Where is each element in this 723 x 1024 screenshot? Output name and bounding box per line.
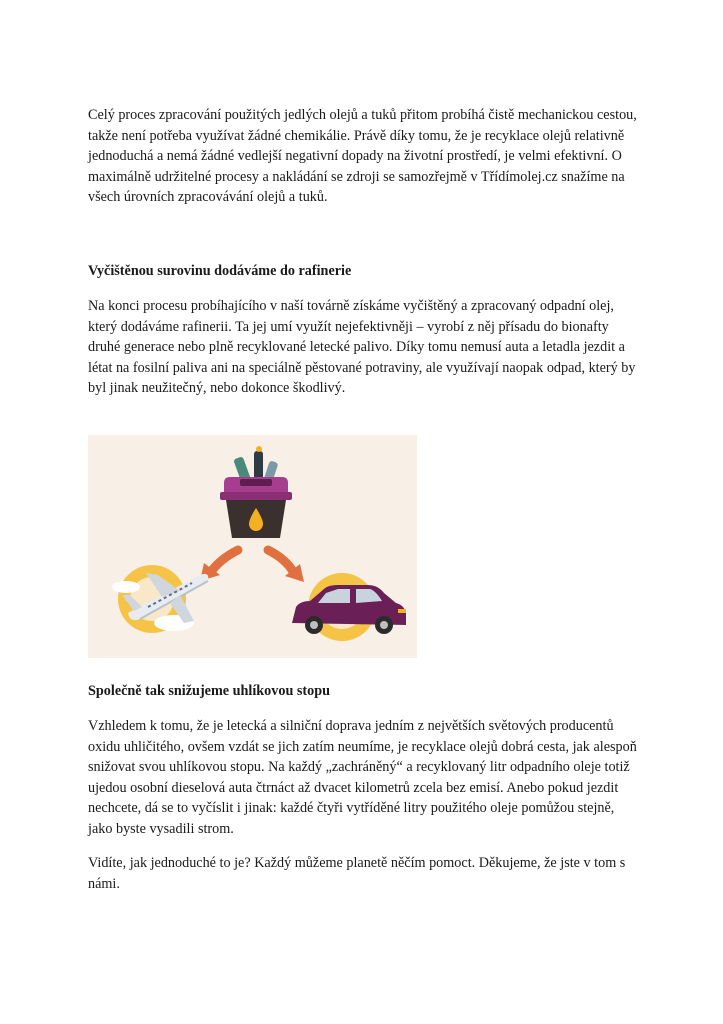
section-heading-refinery: Vyčištěnou surovinu dodáváme do rafinerie bbox=[88, 263, 352, 279]
section-paragraph-refinery: Na konci procesu probíhajícího v naší továrně získáme vyčištěný a zpracovaný odpadní olej, který dodáváme rafinerii. Ta jej umí využít nejefektivněji – vyrobí z něj přísadu do bionafty druhé generace nebo plně recyklované letecké palivo. Díky tomu nemusí auta a letadla jezdit a létat na fosilní paliva ani na speciálně pěstované potraviny, ale využívají naopak odpad, který by byl jinak neužitečný, nebo dokonce škodlivý. bbox=[88, 298, 636, 397]
section-paragraph-carbon: Vzhledem k tomu, že je letecká a silniční doprava jedním z největších světových producentů oxidu uhličitého, ovšem vzdát se jich zatím neumíme, je recyklace olejů dobrá cesta, jak alespoň snižovat svou uhlíkovou stopu. Na každý „zachráněný“ a recyklovaný litr odpadního oleje totiž ujedou osobní dieselová auta čtrnáct až dvacet kilometrů zcela bez emisí. Anebo pokud jezdit nechcete, dá se to vyčíslit i jinak: každé čtyři vytříděné litry použitého oleje pomůžou stejně, jako byste vysadili strom. bbox=[88, 718, 637, 837]
closing-paragraph: Vidíte, jak jednoduché to je? Každý můžeme planetě něčím pomoct. Děkujeme, že jste v tom s námi. bbox=[88, 855, 626, 892]
intro-paragraph: Celý proces zpracování použitých jedlých olejů a tuků přitom probíhá čistě mechanickou cestou, takže není potřeba využívat žádné chemikálie. Právě díky tomu, že je recyklace olejů relativně jednoduchá a nemá žádné vedlejší negativní dopady na životní prostředí, je velmi efektivní. O maximálně udržitelné procesy a nakládání se zdroji se samozřejmě v Třídímolej.cz snažíme na všech úrovních zpracovávání olejů a tuků. bbox=[88, 107, 637, 206]
section-heading-carbon: Společně tak snižujeme uhlíkovou stopu bbox=[88, 683, 331, 699]
recycling-illustration bbox=[88, 435, 417, 658]
